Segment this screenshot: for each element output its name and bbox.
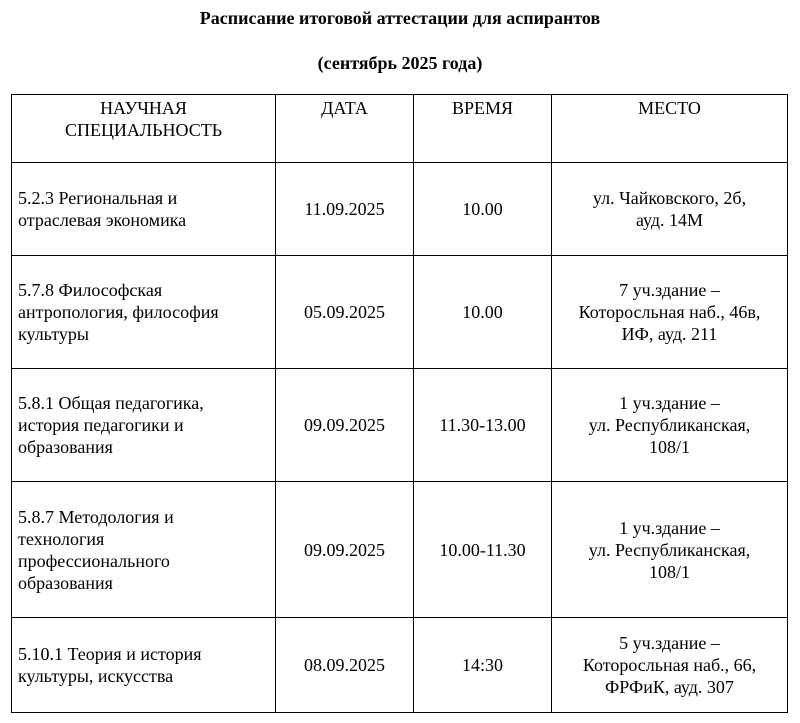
specialty-line: 5.7.8 Философская [18, 280, 163, 300]
specialty-line: 5.10.1 Теория и история [18, 644, 202, 664]
specialty-cell [12, 369, 276, 482]
place-line: ИФ, ауд. 211 [621, 324, 718, 344]
place-cell [552, 369, 788, 482]
table-row [12, 482, 788, 618]
date-cell: 08.09.2025 [276, 618, 414, 713]
specialty-line: 5.8.7 Методология и [18, 506, 174, 527]
place-line: 108/1 [648, 437, 690, 457]
specialty-cell [12, 163, 276, 256]
place-line: 1 уч.здание – [619, 517, 720, 538]
specialty-line: образования [18, 572, 113, 593]
table-row [12, 618, 788, 713]
specialty-cell [12, 482, 276, 618]
table-row [12, 369, 788, 482]
header-specialty-line: НАУЧНАЯ [100, 98, 187, 118]
place-line: ул. Республиканская, [588, 415, 751, 435]
table-row [12, 163, 788, 256]
place-line: ул. Чайковского, 2б, [592, 188, 747, 208]
header-place: МЕСТО [552, 95, 788, 163]
time-cell: 10.00 [414, 256, 552, 369]
place-line: 7 уч.здание – [619, 280, 720, 300]
specialty-line: культуры [18, 324, 89, 344]
table-header-row [12, 95, 788, 163]
header-time: ВРЕМЯ [414, 95, 552, 163]
specialty-line: культуры, искусства [18, 666, 174, 686]
time-cell: 14:30 [414, 618, 552, 713]
header-specialty-line: СПЕЦИАЛЬНОСТЬ [64, 120, 223, 140]
place-cell [552, 482, 788, 618]
place-line: Которосльная наб., 66, [582, 655, 757, 675]
place-cell [552, 618, 788, 713]
specialty-line: образования [18, 437, 113, 457]
header-specialty [12, 95, 276, 163]
specialty-line: технология [18, 528, 105, 549]
date-cell: 11.09.2025 [276, 163, 414, 256]
place-line: Которосльная наб., 46в, [578, 302, 761, 322]
date-cell: 09.09.2025 [276, 482, 414, 618]
place-line: 1 уч.здание – [619, 393, 720, 413]
time-cell: 11.30-13.00 [414, 369, 552, 482]
schedule-table [11, 94, 788, 713]
place-cell [552, 163, 788, 256]
specialty-line: 5.8.1 Общая педагогика, [18, 393, 204, 413]
time-cell: 10.00 [414, 163, 552, 256]
specialty-cell [12, 256, 276, 369]
date-cell: 05.09.2025 [276, 256, 414, 369]
specialty-line: 5.2.3 Региональная и [18, 188, 178, 208]
place-line: 108/1 [648, 561, 690, 582]
place-line: ауд. 14М [635, 210, 704, 230]
document-title: Расписание итоговой аттестации для аспирантов [199, 8, 601, 28]
document-subtitle: (сентябрь 2025 года) [317, 53, 483, 73]
place-line: ул. Республиканская, [588, 539, 751, 560]
specialty-line: история педагогики и [18, 415, 184, 435]
specialty-line: профессионального [18, 550, 170, 571]
place-cell [552, 256, 788, 369]
table-row [12, 256, 788, 369]
specialty-cell [12, 618, 276, 713]
specialty-line: отраслевая экономика [18, 210, 187, 230]
place-line: ФРФиК, ауд. 307 [605, 677, 734, 697]
header-date: ДАТА [276, 95, 414, 163]
date-cell: 09.09.2025 [276, 369, 414, 482]
place-line: 5 уч.здание – [619, 633, 720, 653]
specialty-line: антропология, философия [18, 302, 219, 322]
time-cell: 10.00-11.30 [414, 482, 552, 618]
